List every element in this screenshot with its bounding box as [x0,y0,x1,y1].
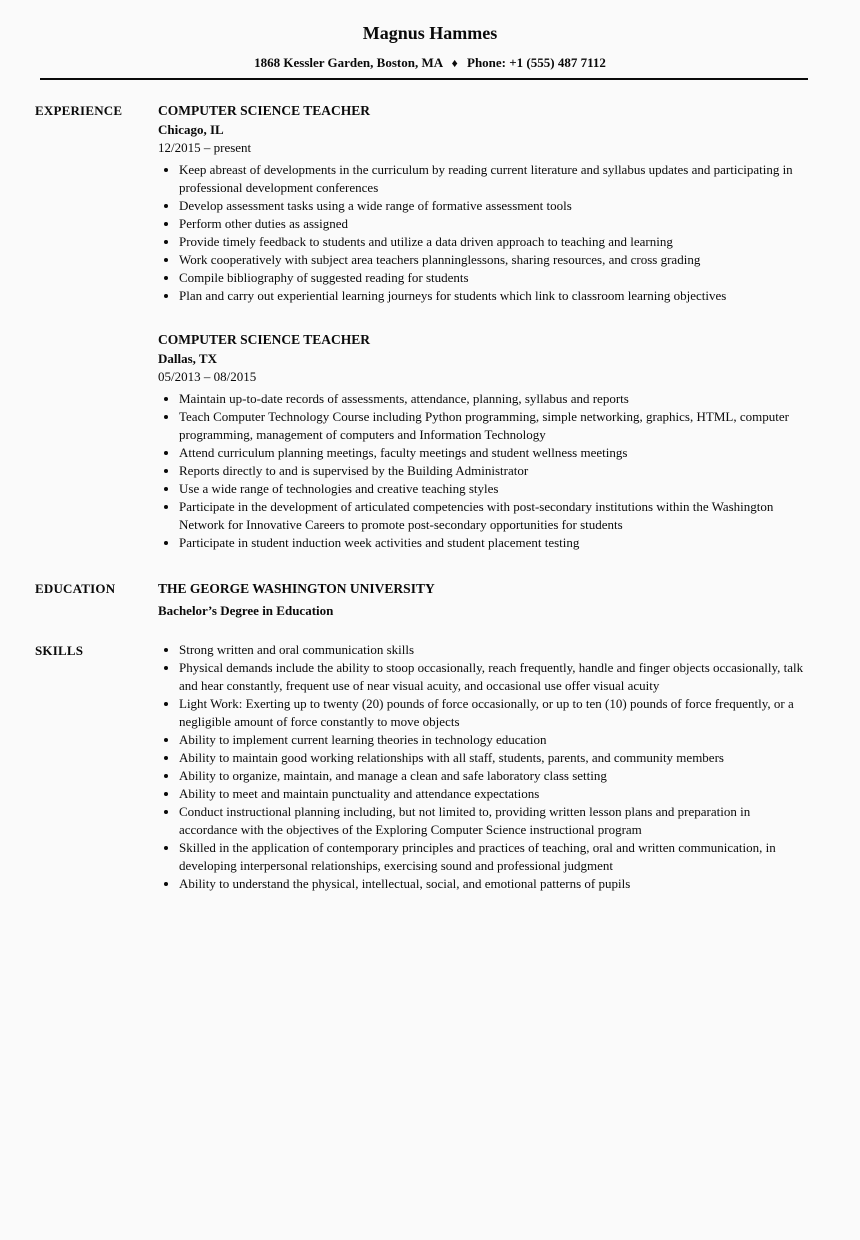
experience-label: EXPERIENCE [35,103,123,118]
job-location: Dallas, TX [158,351,217,366]
education-section [35,579,810,620]
diamond-separator-icon: ♦ [451,56,458,70]
degree-name: Bachelor’s Degree in Education [158,603,334,618]
job-bullet: • Participate in the development of articulated competencies with post-secondary institutions within the Washington Network for Innovative Careers to promote post-secondary opportunities for students [179,498,810,534]
skill-bullet: • Light Work: Exerting up to twenty (20) pounds of force occasionally, or up to ten (10) pounds of force frequently, or a negligible amount of force constantly to move objects [179,695,810,731]
job-entry [158,330,810,552]
skill-bullet: • Ability to organize, maintain, and manage a clean and safe laboratory class setting [179,767,810,785]
skills-label: SKILLS [35,643,84,658]
job-bullet: • Attend curriculum planning meetings, faculty meetings and student wellness meetings [179,444,810,462]
job-dates: 05/2013 – 08/2015 [158,369,257,384]
school-name: THE GEORGE WASHINGTON UNIVERSITY [158,581,435,596]
job-entry [158,101,810,305]
job-bullet: • Develop assessment tasks using a wide range of formative assessment tools [179,197,810,215]
job-bullet: • Provide timely feedback to students and utilize a data driven approach to teaching and learning [179,233,810,251]
experience-section [35,101,810,552]
job-bullet-list [158,161,810,305]
contact-phone: Phone: +1 (555) 487 7112 [467,55,606,70]
job-bullet: • Work cooperatively with subject area teachers planninglessons, sharing resources, and cross grading [179,251,810,269]
job-bullet: • Maintain up-to-date records of assessments, attendance, planning, syllabus and reports [179,390,810,408]
skill-bullet: • Ability to maintain good working relationships with all staff, students, parents, and community members [179,749,810,767]
education-content [158,579,810,620]
skill-bullet: • Strong written and oral communication skills [179,641,810,659]
job-dates: 12/2015 – present [158,140,252,155]
skill-bullet: • Ability to understand the physical, intellectual, social, and emotional patterns of pupils [179,875,810,893]
job-bullet: • Perform other duties as assigned [179,215,810,233]
job-title: COMPUTER SCIENCE TEACHER [158,103,371,118]
resume-header [0,0,860,80]
contact-line [0,55,860,71]
job-bullet: • Keep abreast of developments in the curriculum by reading current literature and syllabus updates and participating in professional development conferences [179,161,810,197]
candidate-name: Magnus Hammes [362,23,498,43]
job-bullet: • Reports directly to and is supervised by the Building Administrator [179,462,810,480]
skills-section [35,641,810,893]
job-bullet: • Compile bibliography of suggested reading for students [179,269,810,287]
skills-content [158,641,810,893]
skill-bullet: • Conduct instructional planning including, but not limited to, providing written lesson plans and preparation in accordance with the objectives of the Exploring Computer Science instructional program [179,803,810,839]
job-location: Chicago, IL [158,122,224,137]
job-bullet: • Participate in student induction week activities and student placement testing [179,534,810,552]
job-bullet-list [158,390,810,552]
skill-bullet: • Ability to meet and maintain punctuality and attendance expectations [179,785,810,803]
education-label: EDUCATION [35,581,116,596]
skills-bullet-list [158,641,810,893]
skill-bullet: • Physical demands include the ability to stoop occasionally, reach frequently, handle and finger objects occasionally, talk and hear constantly, frequent use of near visual acuity, and occasional use offer visual acuity [179,659,810,695]
job-title: COMPUTER SCIENCE TEACHER [158,332,371,347]
experience-content [158,101,810,552]
skill-bullet: • Ability to implement current learning theories in technology education [179,731,810,749]
job-bullet: • Plan and carry out experiential learning journeys for students which link to classroom learning objectives [179,287,810,305]
resume-body [0,80,860,953]
job-bullet: • Teach Computer Technology Course including Python programming, simple networking, graphics, HTML, computer programming, management of computers and Information Technology [179,408,810,444]
contact-address: 1868 Kessler Garden, Boston, MA [254,55,443,70]
skill-bullet: • Skilled in the application of contemporary principles and practices of teaching, oral and written communication, in developing interpersonal relationships, exercising sound and professional judgment [179,839,810,875]
job-bullet: • Use a wide range of technologies and creative teaching styles [179,480,810,498]
